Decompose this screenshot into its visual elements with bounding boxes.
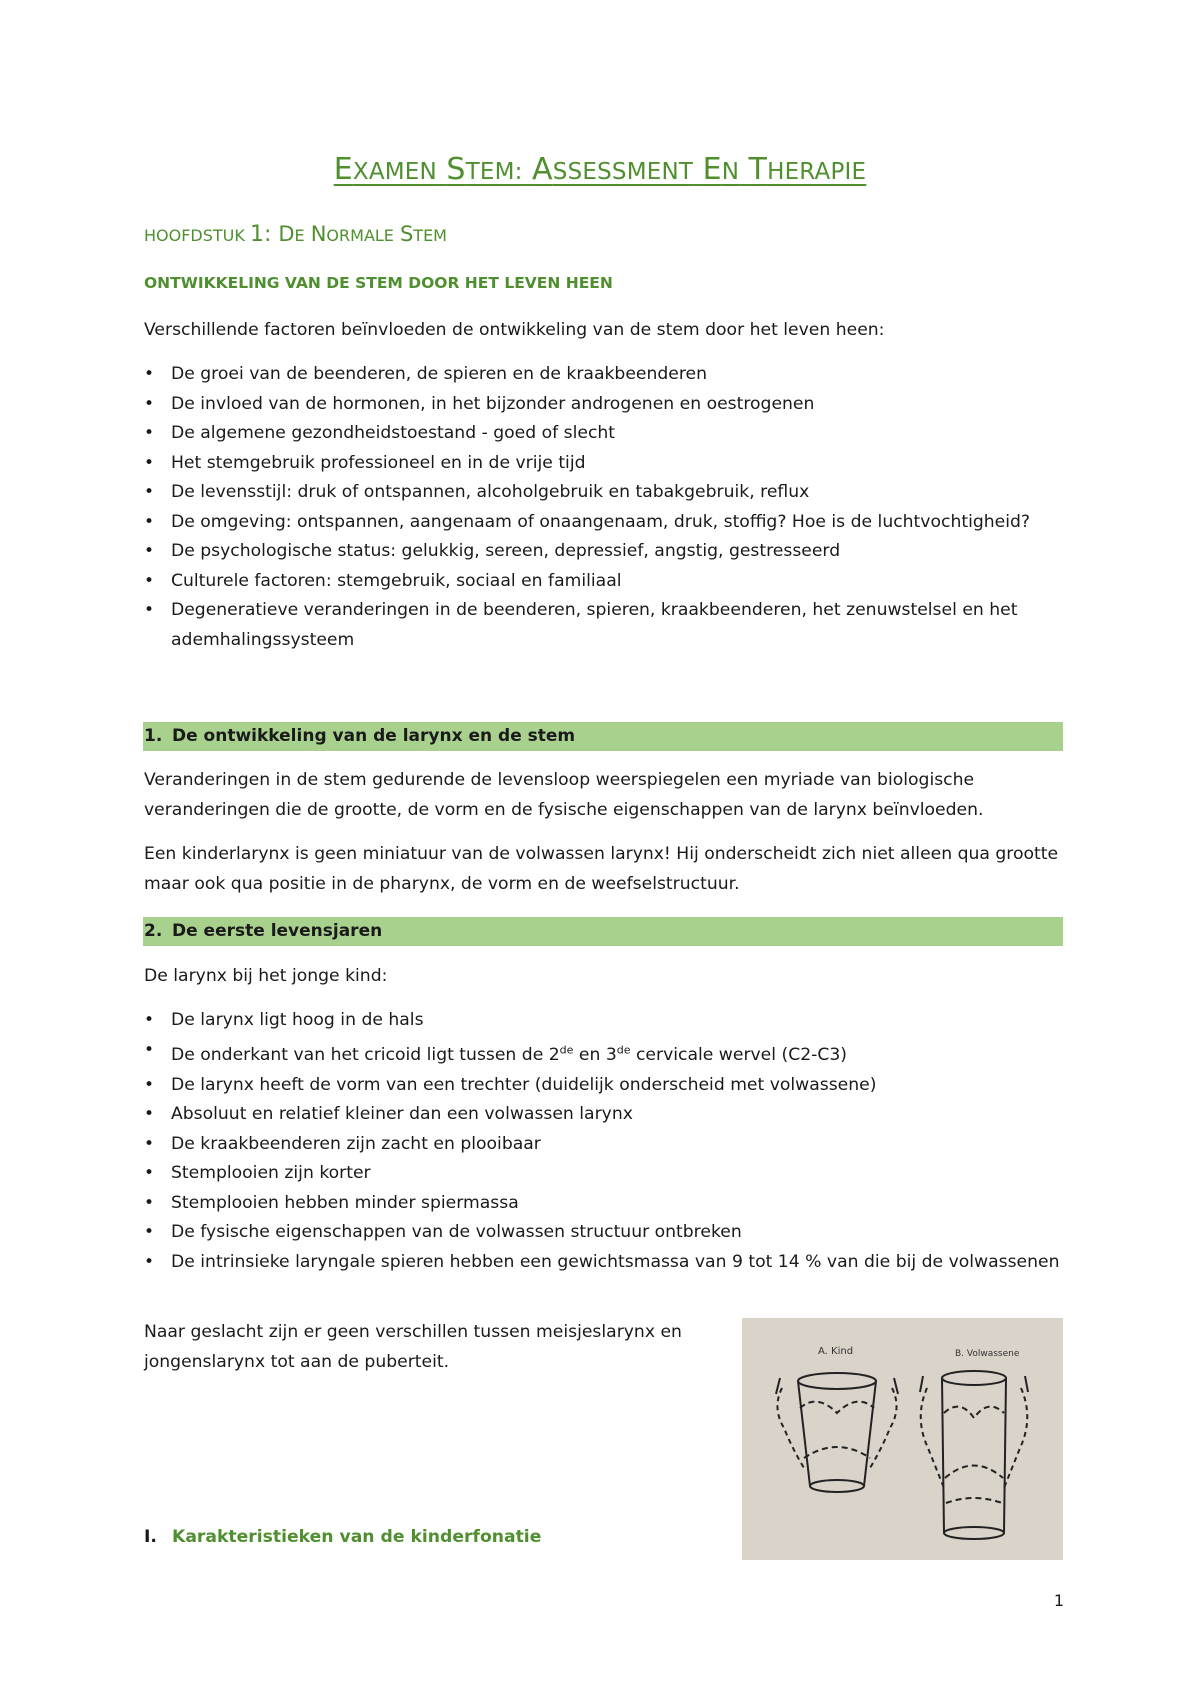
larynx-item-text: Stemplooien zijn korter <box>171 1163 371 1184</box>
bullet-icon: • <box>144 364 155 384</box>
larynx-item <box>144 1006 1064 1036</box>
bullet-icon: • <box>144 452 155 473</box>
factor-item <box>144 567 1064 597</box>
chapter-heading <box>144 222 447 247</box>
factor-item-text: De invloed van de hormonen, in het bijzonder androgenen en oestrogenen <box>171 393 815 414</box>
factors-list <box>144 360 1064 655</box>
subsection-heading <box>144 1527 541 1547</box>
factor-item-text: Degeneratieve veranderingen in de beenderen, spieren, kraakbeenderen, het zenuwstelsel en het ademhalingssysteem <box>171 600 1018 650</box>
figure-label-adult: B. Volwassene <box>955 1349 1020 1359</box>
section-2-heading <box>144 917 382 946</box>
larynx-item-text: De fysische eigenschappen van de volwassen structuur ontbreken <box>171 1222 742 1243</box>
section-2-intro: De larynx bij het jonge kind: <box>144 966 388 986</box>
factor-item <box>144 449 1064 479</box>
factor-item <box>144 478 1064 508</box>
chapter-label: HOOFDSTUK <box>144 226 250 245</box>
bullet-icon: • <box>144 393 155 414</box>
section-1-number: 1. <box>144 726 163 746</box>
larynx-item-text: De onderkant van het cricoid ligt tussen de 2de en 3de cervicale wervel (C2-C3) <box>171 1043 847 1066</box>
factor-item <box>144 390 1064 420</box>
bullet-icon: • <box>144 1133 155 1154</box>
factor-item <box>144 419 1064 449</box>
document-title-text: EXAMEN STEM: ASSESSMENT EN THERAPIE <box>333 152 867 187</box>
larynx-item <box>144 1036 1064 1071</box>
larynx-comparison-figure <box>742 1318 1063 1560</box>
bullet-icon: • <box>144 423 155 443</box>
larynx-item-text: De intrinsieke laryngale spieren hebben een gewichtsmassa van 9 tot 14 % van die bij de volwassenen <box>171 1251 1060 1272</box>
bullet-icon: • <box>144 1251 155 1272</box>
document-title <box>0 152 1200 187</box>
larynx-item <box>144 1159 1064 1189</box>
factor-item-text: De levensstijl: druk of ontspannen, alcoholgebruik en tabakgebruik, reflux <box>171 482 810 502</box>
bullet-icon: • <box>144 482 155 502</box>
section-2-title: De eerste levensjaren <box>172 921 383 941</box>
subsection-title: Karakteristieken van de kinderfonatie <box>172 1527 542 1547</box>
bullet-icon: • <box>144 1192 155 1213</box>
factor-item <box>144 596 1064 655</box>
bullet-icon: • <box>144 511 155 532</box>
larynx-item <box>144 1189 1064 1219</box>
page-number: 1 <box>1053 1591 1064 1610</box>
larynx-item-text: De larynx ligt hoog in de hals <box>171 1010 424 1030</box>
chapter-number: 1: <box>249 222 279 247</box>
factor-item <box>144 360 1064 390</box>
figure-label-child: A. Kind <box>818 1346 854 1357</box>
section-1-paragraph-2: Een kinderlarynx is geen miniatuur van de volwassen larynx! Hij onderscheidt zich niet alleen qua grootte maar ook qua positie in de pharynx, de vorm en de weefselstructuur. <box>144 844 1059 894</box>
factor-item <box>144 537 1064 567</box>
larynx-item <box>144 1071 1064 1101</box>
subsection-number: I. <box>144 1527 157 1547</box>
factor-item-text: De psychologische status: gelukkig, sereen, depressief, angstig, gestresseerd <box>171 541 841 561</box>
section-2-closing: Naar geslacht zijn er geen verschillen tussen meisjeslarynx en jongenslarynx tot aan de puberteit. <box>144 1322 682 1372</box>
bullet-icon: • <box>144 1010 155 1030</box>
young-child-larynx-list <box>144 1006 1064 1277</box>
bullet-icon: • <box>144 541 155 561</box>
factor-item-text: Culturele factoren: stemgebruik, sociaal en familiaal <box>171 570 622 591</box>
section-heading: ONTWIKKELING VAN DE STEM DOOR HET LEVEN HEEN <box>144 274 613 292</box>
section-1-heading <box>144 722 575 751</box>
section-2-number: 2. <box>144 921 163 941</box>
section-1-title: De ontwikkeling van de larynx en de stem <box>172 726 576 746</box>
bullet-icon: • <box>144 570 155 591</box>
larynx-item <box>144 1130 1064 1160</box>
larynx-drawing <box>742 1318 1063 1560</box>
larynx-item-text: De kraakbeenderen zijn zacht en plooibaar <box>171 1133 541 1154</box>
factor-item-text: De omgeving: ontspannen, aangenaam of onaangenaam, druk, stoffig? Hoe is de luchtvochtigheid? <box>171 511 1031 532</box>
factor-item-text: De groei van de beenderen, de spieren en de kraakbeenderen <box>171 364 708 384</box>
larynx-item-text: Absoluut en relatief kleiner dan een volwassen larynx <box>171 1104 633 1125</box>
bullet-icon: • <box>144 1039 155 1060</box>
larynx-item <box>144 1248 1064 1278</box>
larynx-item-text: De larynx heeft de vorm van een trechter (duidelijk onderscheid met volwassene) <box>171 1074 877 1095</box>
larynx-item-text: Stemplooien hebben minder spiermassa <box>171 1192 519 1213</box>
larynx-item <box>144 1218 1064 1248</box>
factor-item <box>144 508 1064 538</box>
bullet-icon: • <box>144 1104 155 1125</box>
bullet-icon: • <box>144 1222 155 1243</box>
chapter-title: DE NORMALE STEM <box>278 222 447 246</box>
bullet-icon: • <box>144 1074 155 1095</box>
section-1-paragraph-1: Veranderingen in de stem gedurende de levensloop weerspiegelen een myriade van biologische veranderingen die de grootte, de vorm en de fysische eigenschappen van de larynx beïnvloeden. <box>144 770 984 820</box>
factor-item-text: Het stemgebruik professioneel en in de vrije tijd <box>171 452 586 473</box>
larynx-item <box>144 1100 1064 1130</box>
bullet-icon: • <box>144 600 155 620</box>
intro-paragraph: Verschillende factoren beïnvloeden de ontwikkeling van de stem door het leven heen: <box>144 320 885 340</box>
factor-item-text: De algemene gezondheidstoestand - goed of slecht <box>171 423 616 443</box>
bullet-icon: • <box>144 1163 155 1184</box>
